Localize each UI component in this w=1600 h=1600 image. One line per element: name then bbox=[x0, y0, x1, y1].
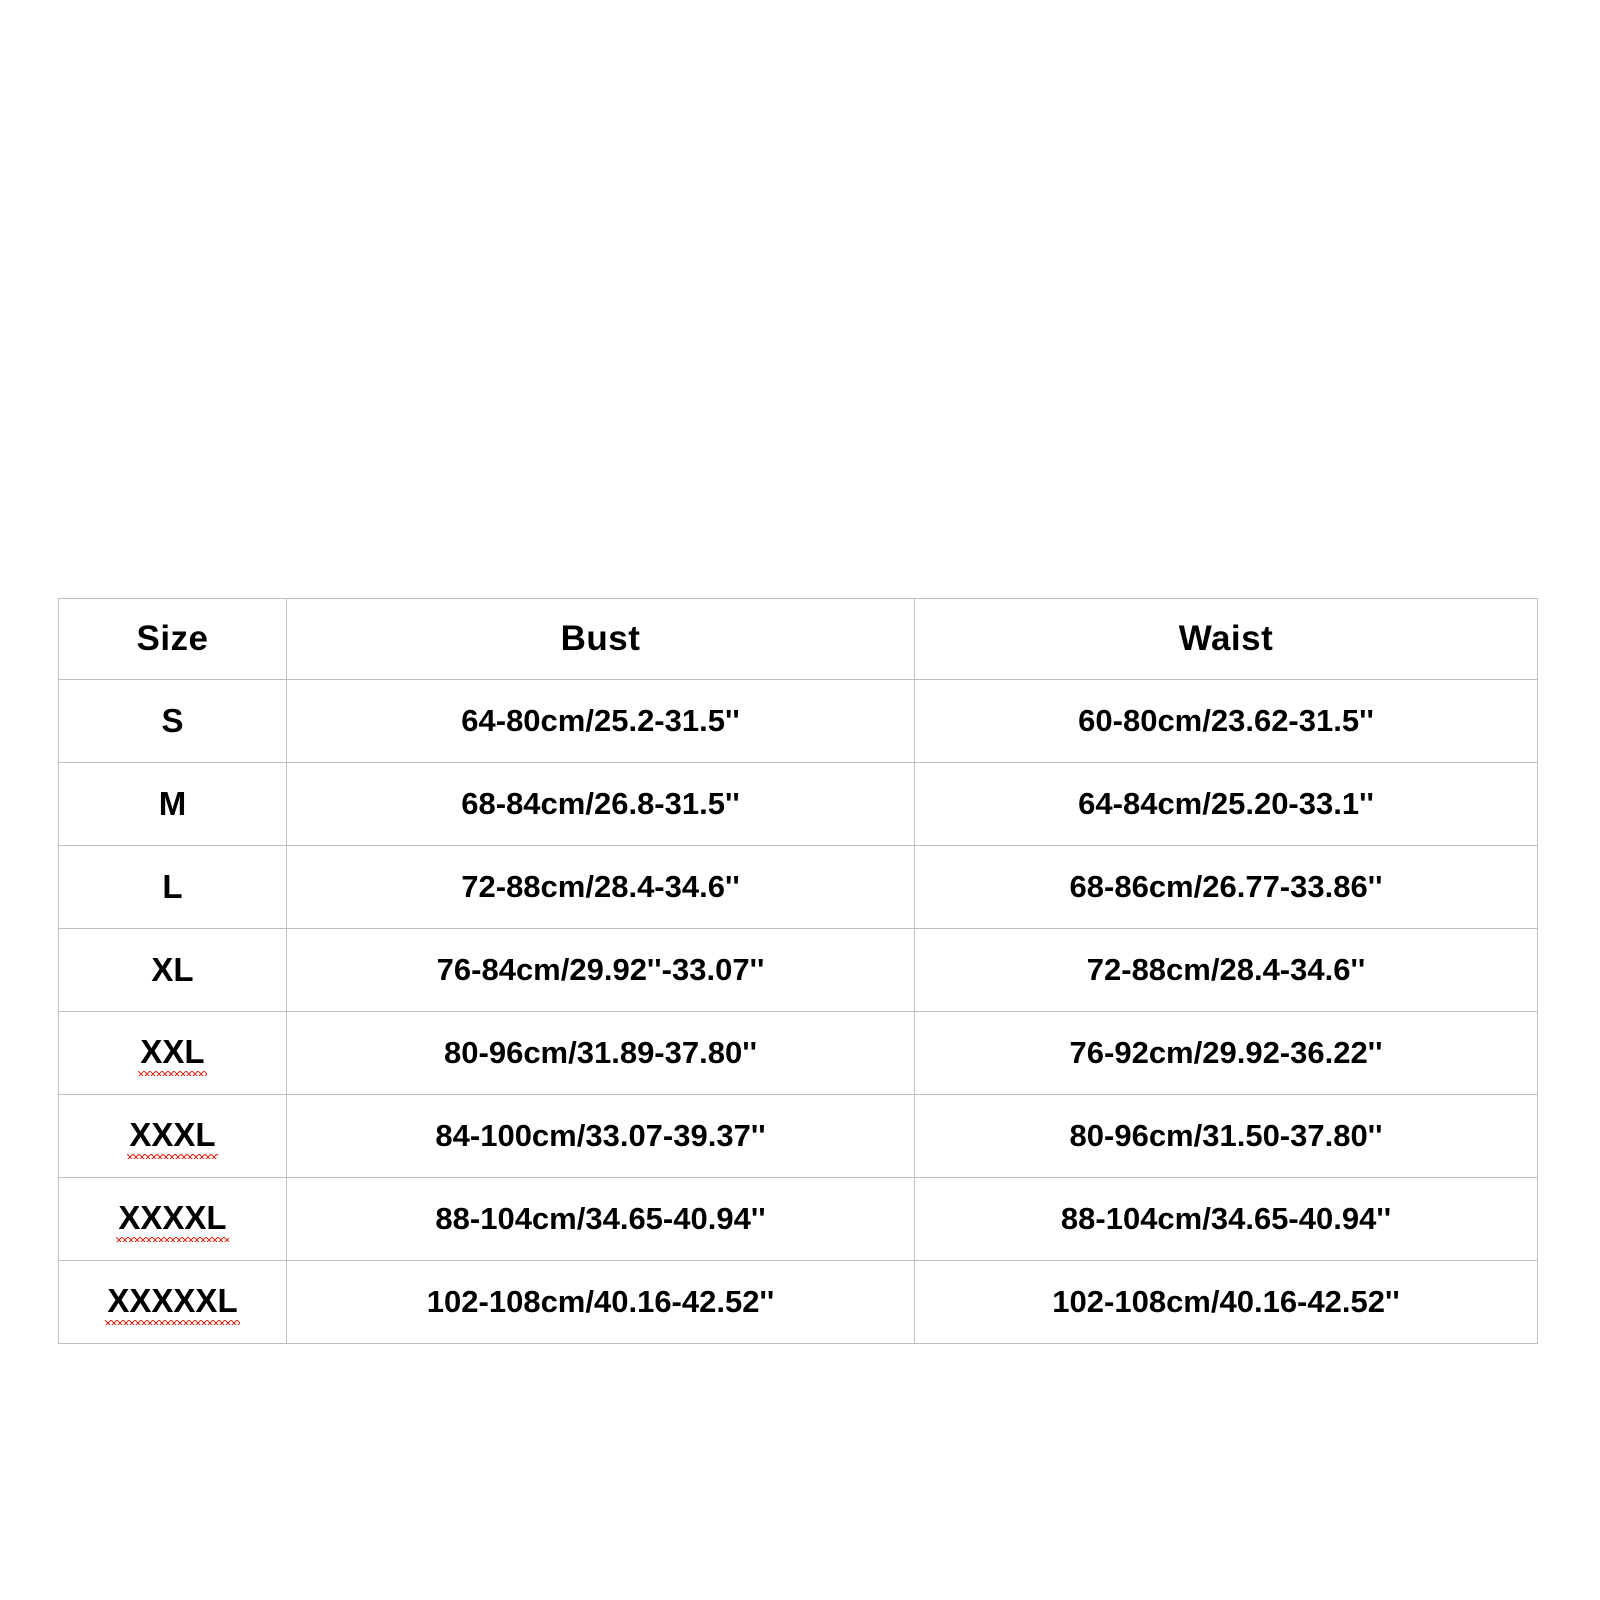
cell-bust: 84-100cm/33.07-39.37'' bbox=[287, 1095, 915, 1178]
cell-bust: 64-80cm/25.2-31.5'' bbox=[287, 680, 915, 763]
cell-size bbox=[59, 929, 287, 1012]
cell-bust: 102-108cm/40.16-42.52'' bbox=[287, 1261, 915, 1344]
size-label: XXXXL bbox=[118, 1199, 226, 1240]
cell-waist: 64-84cm/25.20-33.1'' bbox=[915, 763, 1538, 846]
cell-bust: 76-84cm/29.92''-33.07'' bbox=[287, 929, 915, 1012]
cell-waist: 68-86cm/26.77-33.86'' bbox=[915, 846, 1538, 929]
cell-size bbox=[59, 1261, 287, 1344]
cell-waist: 80-96cm/31.50-37.80'' bbox=[915, 1095, 1538, 1178]
size-chart-table bbox=[58, 598, 1538, 1344]
table-header-row bbox=[59, 599, 1538, 680]
table-row bbox=[59, 680, 1538, 763]
cell-bust: 72-88cm/28.4-34.6'' bbox=[287, 846, 915, 929]
size-label: S bbox=[161, 702, 184, 739]
size-label: XXXXXL bbox=[107, 1282, 237, 1323]
column-header-bust: Bust bbox=[287, 599, 915, 680]
size-label: M bbox=[158, 785, 187, 822]
table-row bbox=[59, 763, 1538, 846]
table-row bbox=[59, 1178, 1538, 1261]
cell-bust: 68-84cm/26.8-31.5'' bbox=[287, 763, 915, 846]
cell-bust: 88-104cm/34.65-40.94'' bbox=[287, 1178, 915, 1261]
cell-size bbox=[59, 1095, 287, 1178]
table-row bbox=[59, 929, 1538, 1012]
cell-size bbox=[59, 846, 287, 929]
size-label: XXL bbox=[140, 1033, 204, 1074]
table-header bbox=[59, 599, 1538, 680]
cell-size bbox=[59, 1012, 287, 1095]
cell-bust: 80-96cm/31.89-37.80'' bbox=[287, 1012, 915, 1095]
cell-size bbox=[59, 1178, 287, 1261]
cell-waist: 60-80cm/23.62-31.5'' bbox=[915, 680, 1538, 763]
cell-waist: 102-108cm/40.16-42.52'' bbox=[915, 1261, 1538, 1344]
table-row bbox=[59, 1095, 1538, 1178]
cell-waist: 72-88cm/28.4-34.6'' bbox=[915, 929, 1538, 1012]
column-header-waist: Waist bbox=[915, 599, 1538, 680]
table-row bbox=[59, 846, 1538, 929]
size-label: L bbox=[162, 868, 183, 905]
size-label: XXXL bbox=[129, 1116, 215, 1157]
cell-size bbox=[59, 680, 287, 763]
cell-waist: 76-92cm/29.92-36.22'' bbox=[915, 1012, 1538, 1095]
table-row bbox=[59, 1012, 1538, 1095]
table-row bbox=[59, 1261, 1538, 1344]
column-header-size: Size bbox=[59, 599, 287, 680]
size-chart-container bbox=[58, 598, 1537, 1344]
cell-size bbox=[59, 763, 287, 846]
table-body bbox=[59, 680, 1538, 1344]
size-label: XL bbox=[151, 951, 194, 988]
cell-waist: 88-104cm/34.65-40.94'' bbox=[915, 1178, 1538, 1261]
